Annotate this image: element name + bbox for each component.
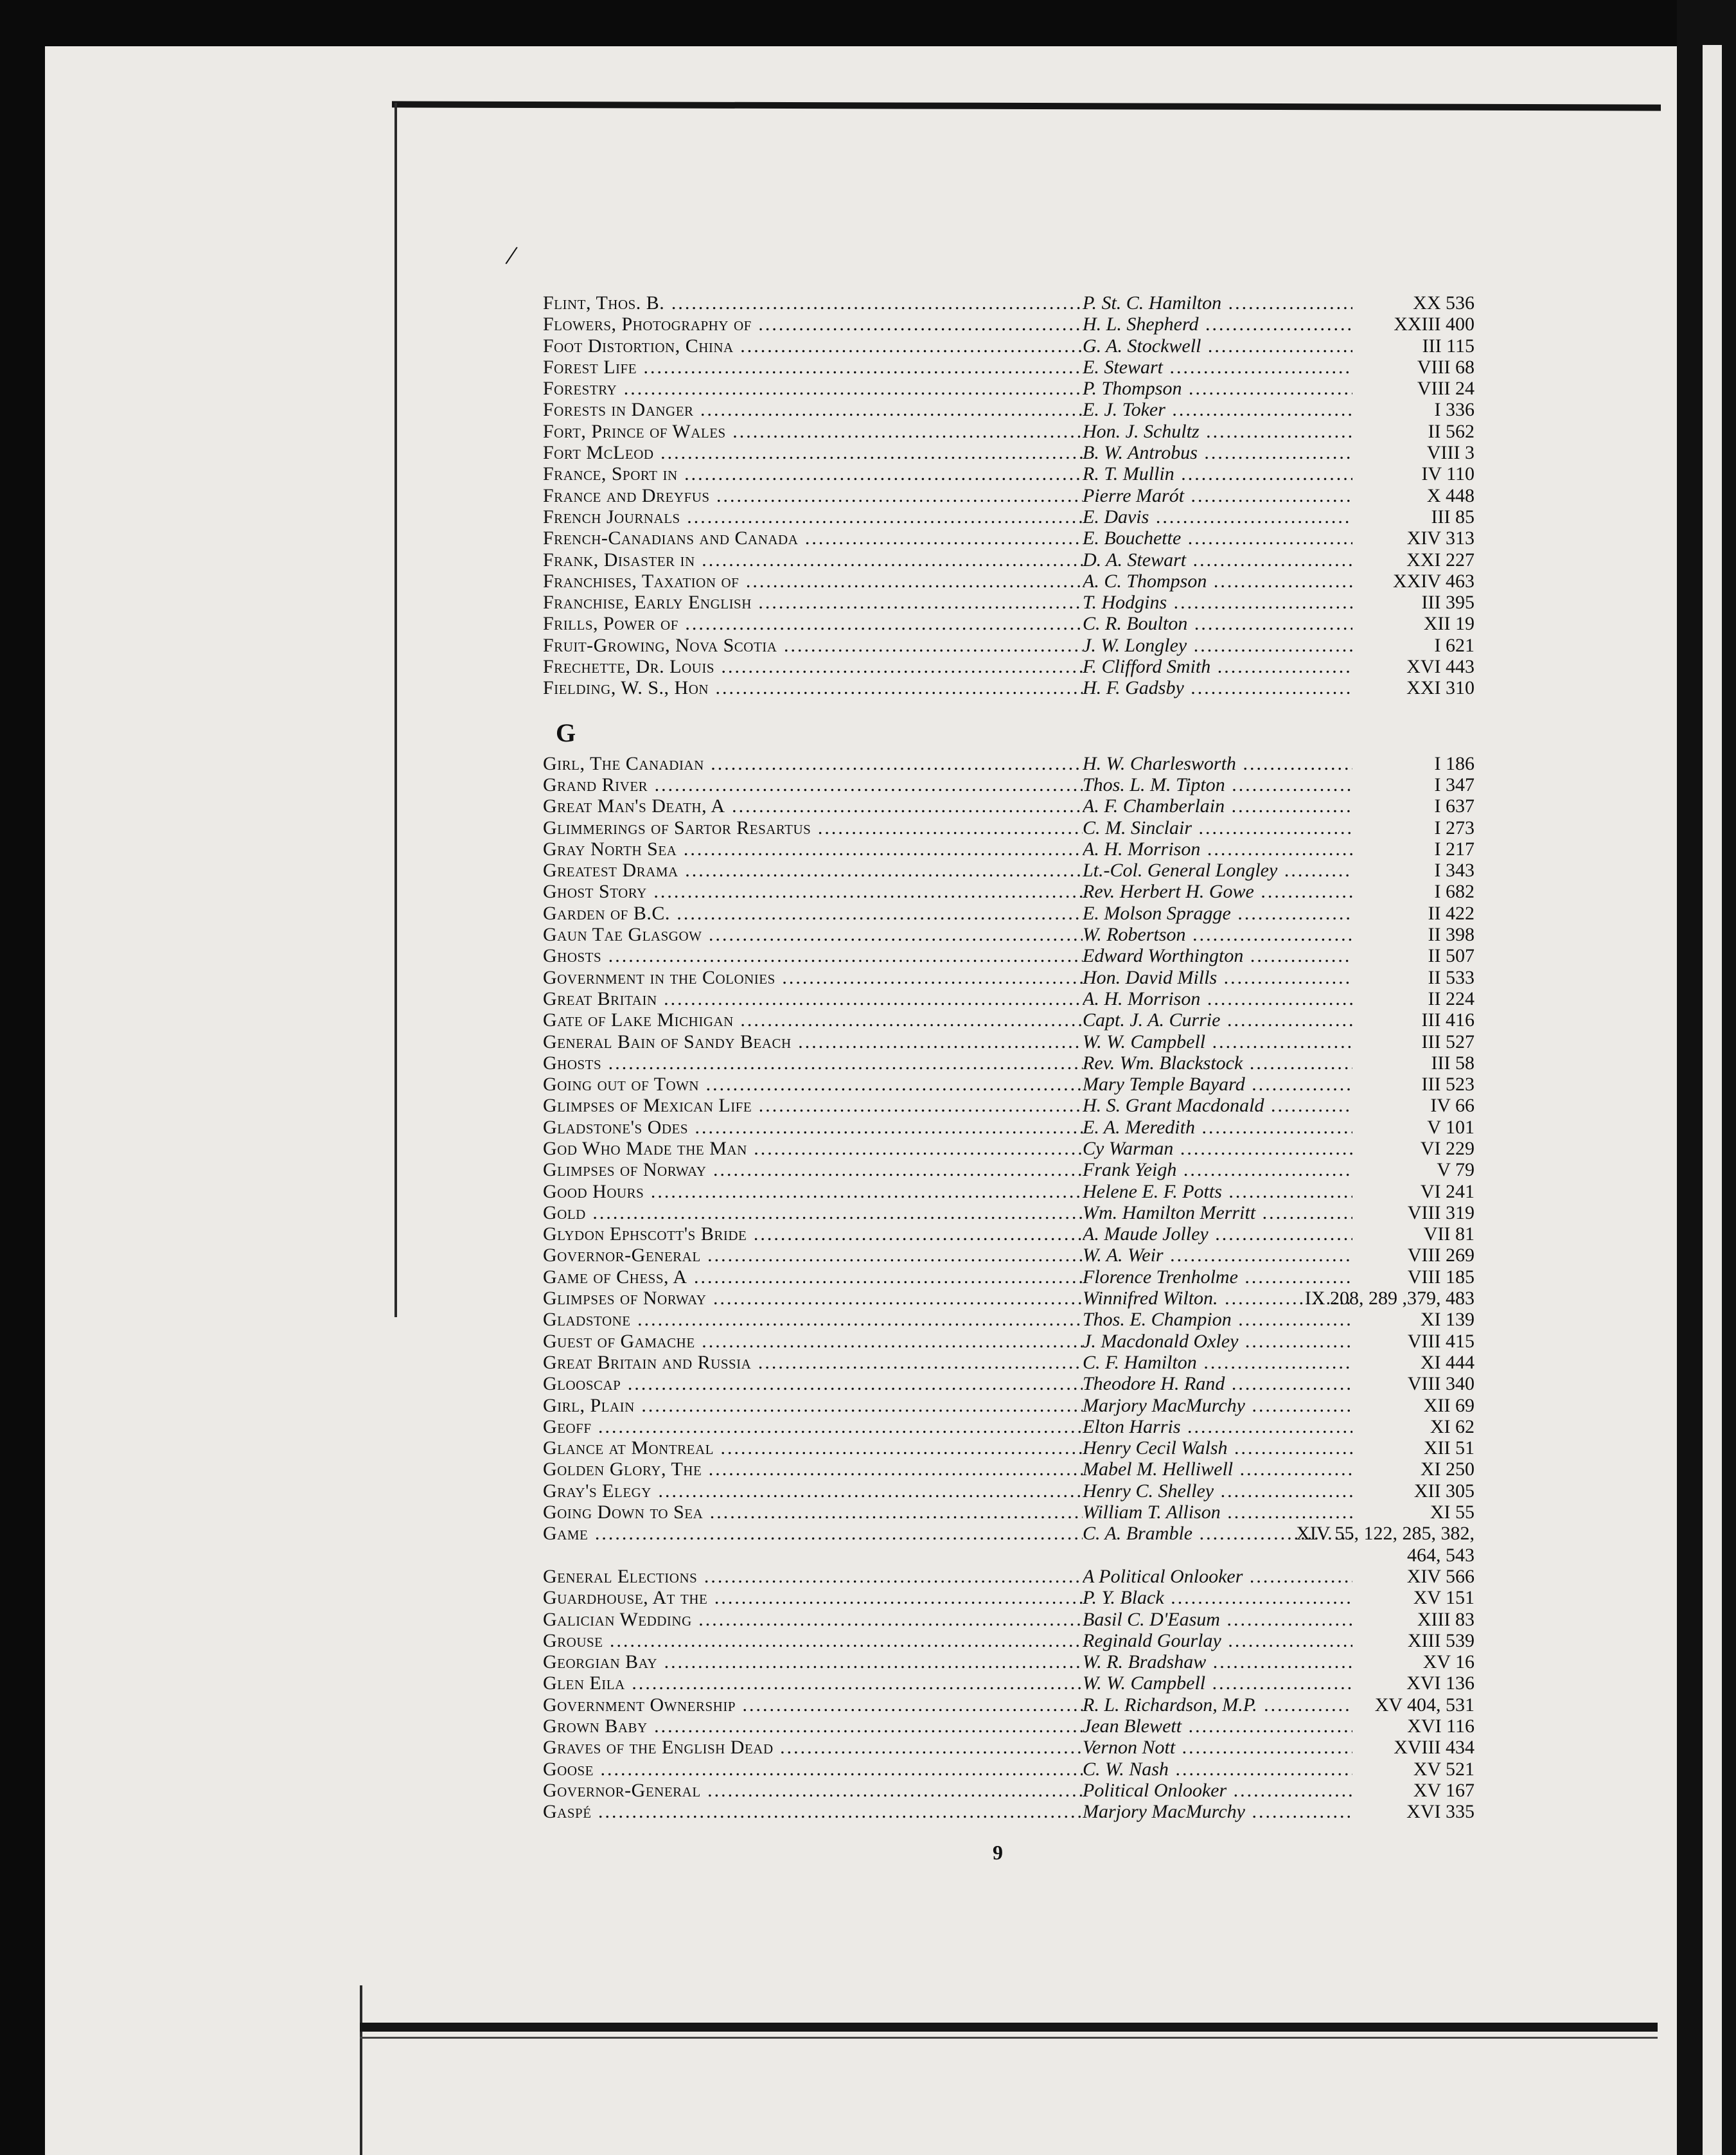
entry-volume-page: XV 151 xyxy=(1413,1587,1475,1609)
entry-volume-page: XVI 443 xyxy=(1406,656,1475,678)
index-entry xyxy=(543,292,1475,314)
index-entry xyxy=(543,817,1475,838)
index-entry xyxy=(543,1609,1475,1630)
entry-title: Game ..... xyxy=(543,1523,1083,1544)
entry-title: Gray's Elegy ..... xyxy=(543,1480,1083,1502)
entry-volume-page: XII 19 xyxy=(1423,613,1475,635)
index-entry xyxy=(543,1480,1475,1502)
index-entry xyxy=(543,1266,1475,1288)
entry-author: E. Bouchette ..... xyxy=(1083,528,1352,549)
entry-volume-page: XV 167 xyxy=(1413,1779,1475,1801)
entry-author: Wm. Hamilton Merritt ..... xyxy=(1083,1202,1352,1223)
page-number: 9 xyxy=(993,1841,1003,1864)
entry-title: Gaun Tae Glasgow ..... xyxy=(543,924,1083,945)
entry-title: Frills, Power of ..... xyxy=(543,613,1083,634)
entry-title: Forests in Danger ..... xyxy=(543,399,1083,420)
index-entry xyxy=(543,1759,1475,1780)
index-entry xyxy=(543,463,1475,484)
entry-volume-page: XXIII 400 xyxy=(1394,314,1475,335)
entry-volume-page: XIV 566 xyxy=(1406,1565,1475,1587)
entry-volume-page: IX 208, 289 ,379, 483 xyxy=(1304,1288,1475,1309)
index-entry xyxy=(543,988,1475,1009)
entry-author: Edward Worthington ..... xyxy=(1083,945,1352,966)
entry-title: Grown Baby ..... xyxy=(543,1716,1083,1737)
entry-title: Goose ..... xyxy=(543,1759,1083,1780)
entry-title: Grouse ..... xyxy=(543,1630,1083,1651)
entry-volume-page: VI 241 xyxy=(1420,1180,1475,1202)
index-entry xyxy=(543,1672,1475,1694)
entry-author: H. F. Gadsby ..... xyxy=(1083,677,1352,698)
entry-author: A. Maude Jolley ..... xyxy=(1083,1223,1352,1245)
entry-author: B. W. Antrobus ..... xyxy=(1083,442,1352,463)
entry-volume-page: XI 55 xyxy=(1430,1502,1475,1523)
entry-author: Rev. Herbert H. Gowe ..... xyxy=(1083,881,1352,902)
entry-author: T. Hodgins ..... xyxy=(1083,592,1352,613)
entry-author: G. A. Stockwell ..... xyxy=(1083,335,1352,357)
entry-volume-page: XII 69 xyxy=(1423,1394,1475,1416)
entry-title: French-Canadians and Canada ..... xyxy=(543,528,1083,549)
entry-author: E. Stewart ..... xyxy=(1083,357,1352,378)
entry-author: P. Thompson ..... xyxy=(1083,378,1352,399)
index-entry xyxy=(543,421,1475,442)
index-entry xyxy=(543,378,1475,399)
entry-volume-page: I 186 xyxy=(1434,752,1475,774)
entry-volume-page: XIV 313 xyxy=(1406,528,1475,549)
entry-author: A. F. Chamberlain ..... xyxy=(1083,795,1352,817)
adjacent-page-edge xyxy=(1677,0,1736,2155)
entry-volume-page: III 395 xyxy=(1421,592,1475,614)
entry-author: A. H. Morrison ..... xyxy=(1083,838,1352,860)
entry-author: R. T. Mullin ..... xyxy=(1083,463,1352,484)
index-entry xyxy=(543,549,1475,571)
index-entry xyxy=(543,924,1475,945)
index-entry xyxy=(543,1416,1475,1437)
entry-author: A. C. Thompson ..... xyxy=(1083,571,1352,592)
index-entry xyxy=(543,1373,1475,1394)
index-entry xyxy=(543,1737,1475,1758)
index-entry xyxy=(543,1009,1475,1031)
entry-author: H. L. Shepherd ..... xyxy=(1083,314,1352,335)
entry-title: Forestry ..... xyxy=(543,378,1083,399)
entry-volume-page: XVI 116 xyxy=(1407,1716,1475,1737)
entry-title: Game of Chess, A ..... xyxy=(543,1266,1083,1288)
entry-volume-page: I 336 xyxy=(1434,399,1475,421)
entry-volume-page: XVI 335 xyxy=(1406,1801,1475,1823)
entry-title: Glimpses of Norway ..... xyxy=(543,1288,1083,1309)
entry-author: Thos. L. M. Tipton ..... xyxy=(1083,774,1352,795)
bottom-border-rule xyxy=(360,2023,1658,2032)
entry-author: Cy Warman ..... xyxy=(1083,1138,1352,1159)
entry-author: P. Y. Black ..... xyxy=(1083,1587,1352,1608)
entry-title: General Elections ..... xyxy=(543,1566,1083,1587)
entry-volume-page: III 85 xyxy=(1431,506,1475,528)
entry-author: R. L. Richardson, M.P. ..... xyxy=(1083,1694,1352,1716)
entry-title: Great Britain and Russia ..... xyxy=(543,1352,1083,1373)
left-border-rule xyxy=(394,103,397,1317)
entry-author: E. J. Toker ..... xyxy=(1083,399,1352,420)
entry-volume-page: VIII 340 xyxy=(1407,1373,1475,1395)
entry-volume-page: III 527 xyxy=(1421,1031,1475,1052)
entry-author: H. W. Charlesworth ..... xyxy=(1083,753,1352,774)
index-entry xyxy=(543,1288,1475,1309)
entry-volume-page: XIII 539 xyxy=(1407,1629,1475,1651)
entry-volume-page: III 523 xyxy=(1421,1074,1475,1095)
index-entry xyxy=(543,506,1475,528)
index-entry xyxy=(543,1138,1475,1159)
entry-title: Gladstone's Odes ..... xyxy=(543,1117,1083,1138)
entry-volume-page: II 562 xyxy=(1428,420,1475,442)
index-entry xyxy=(543,1545,1475,1566)
entry-volume-page: VIII 68 xyxy=(1417,356,1475,378)
entry-volume-page: XXIV 463 xyxy=(1393,570,1475,592)
entry-volume-page: II 422 xyxy=(1428,902,1475,924)
entry-title: Ghosts ..... xyxy=(543,1052,1083,1074)
index-entry xyxy=(543,1309,1475,1330)
entry-author: Florence Trenholme ..... xyxy=(1083,1266,1352,1288)
index-entry xyxy=(543,1117,1475,1138)
entry-title: France and Dreyfus ..... xyxy=(543,485,1083,506)
entry-volume-page: VIII 319 xyxy=(1407,1202,1475,1223)
entry-title: God Who Made the Man ..... xyxy=(543,1138,1083,1159)
index-entry xyxy=(543,774,1475,795)
entry-author: W. W. Campbell ..... xyxy=(1083,1031,1352,1052)
entry-title: General Bain of Sandy Beach ..... xyxy=(543,1031,1083,1052)
entry-author: D. A. Stewart ..... xyxy=(1083,549,1352,571)
entry-author: C. F. Hamilton ..... xyxy=(1083,1352,1352,1373)
entry-author: Hon. David Mills ..... xyxy=(1083,967,1352,988)
index-entry xyxy=(543,1780,1475,1801)
index-entry xyxy=(543,1437,1475,1459)
entry-author: W. R. Bradshaw ..... xyxy=(1083,1651,1352,1672)
index-entry xyxy=(543,592,1475,613)
entry-volume-page: XIII 83 xyxy=(1417,1608,1475,1630)
entry-volume-page: X 448 xyxy=(1426,484,1475,506)
entry-title: Going out of Town ..... xyxy=(543,1074,1083,1095)
entry-title: Girl, Plain ..... xyxy=(543,1395,1083,1416)
entry-title: Guest of Gamache ..... xyxy=(543,1331,1083,1352)
entry-author: E. Molson Spragge ..... xyxy=(1083,903,1352,924)
entry-volume-page: IV 66 xyxy=(1430,1095,1475,1117)
entry-volume-page: I 347 xyxy=(1434,774,1475,795)
entry-title: Greatest Drama ..... xyxy=(543,860,1083,881)
entry-title: Fort, Prince of Wales ..... xyxy=(543,421,1083,442)
index-entry xyxy=(543,442,1475,463)
index-entry xyxy=(543,1502,1475,1523)
entry-author: Mabel M. Helliwell ..... xyxy=(1083,1459,1352,1480)
entry-title: Geoff ..... xyxy=(543,1416,1083,1437)
entry-author: H. S. Grant Macdonald ..... xyxy=(1083,1095,1352,1116)
entry-volume-page: I 343 xyxy=(1434,860,1475,882)
entry-author: Henry Cecil Walsh ..... xyxy=(1083,1437,1352,1459)
bottom-border-rule-thin xyxy=(360,2037,1658,2039)
index-entry xyxy=(543,635,1475,656)
entry-title: Government Ownership ..... xyxy=(543,1694,1083,1716)
entry-author: Hon. J. Schultz ..... xyxy=(1083,421,1352,442)
entry-author: C. M. Sinclair ..... xyxy=(1083,817,1352,838)
entry-author: Marjory MacMurchy ..... xyxy=(1083,1801,1352,1822)
entry-title: Glimpses of Norway ..... xyxy=(543,1159,1083,1180)
entry-title: Good Hours ..... xyxy=(543,1181,1083,1202)
entry-author: A. H. Morrison ..... xyxy=(1083,988,1352,1009)
entry-volume-page: XXI 310 xyxy=(1406,677,1475,699)
entry-author: Vernon Nott ..... xyxy=(1083,1737,1352,1758)
entry-volume-page: XVIII 434 xyxy=(1394,1737,1475,1759)
index-entry xyxy=(543,399,1475,420)
index-entry xyxy=(543,1395,1475,1416)
entry-volume-page: I 637 xyxy=(1434,795,1475,817)
entry-volume-page: II 224 xyxy=(1428,988,1475,1009)
entry-title: Fruit-Growing, Nova Scotia ..... xyxy=(543,635,1083,656)
entry-title: Girl, The Canadian ..... xyxy=(543,753,1083,774)
entry-title: Going Down to Sea ..... xyxy=(543,1502,1083,1523)
entry-volume-page: XV 404, 531 xyxy=(1374,1694,1475,1716)
index-entry xyxy=(543,838,1475,860)
entry-title: Glimmerings of Sartor Resartus ..... xyxy=(543,817,1083,838)
index-entry xyxy=(543,1566,1475,1587)
index-entry xyxy=(543,1651,1475,1672)
entry-volume-page: II 507 xyxy=(1428,945,1475,967)
entry-volume-page: VII 81 xyxy=(1423,1223,1475,1245)
entry-title: Garden of B.C. ..... xyxy=(543,903,1083,924)
index-entry xyxy=(543,1352,1475,1373)
index-entry xyxy=(543,571,1475,592)
entry-volume-page: XI 444 xyxy=(1420,1351,1475,1373)
entry-title: Great Britain ..... xyxy=(543,988,1083,1009)
index-entry xyxy=(543,860,1475,881)
entry-volume-page: XVI 136 xyxy=(1406,1672,1475,1694)
index-entry xyxy=(543,945,1475,966)
entry-author: Capt. J. A. Currie ..... xyxy=(1083,1009,1352,1031)
entry-title: Golden Glory, The ..... xyxy=(543,1459,1083,1480)
entry-title: Glimpses of Mexican Life ..... xyxy=(543,1095,1083,1116)
entry-author: Jean Blewett ..... xyxy=(1083,1716,1352,1737)
entry-author: J. Macdonald Oxley ..... xyxy=(1083,1331,1352,1352)
entry-author: F. Clifford Smith ..... xyxy=(1083,656,1352,677)
index-entry xyxy=(543,677,1475,698)
entry-author: Pierre Marót ..... xyxy=(1083,485,1352,506)
entry-volume-page: XXI 227 xyxy=(1406,549,1475,571)
index-listing xyxy=(543,292,1475,1822)
entry-title: Glydon Ephscott's Bride ..... xyxy=(543,1223,1083,1245)
section-f-entries xyxy=(543,292,1475,699)
index-entry xyxy=(543,1159,1475,1180)
section-g-heading: G xyxy=(556,718,576,747)
entry-author: Political Onlooker ..... xyxy=(1083,1780,1352,1801)
section-g-entries xyxy=(543,753,1475,1823)
entry-author: Frank Yeigh ..... xyxy=(1083,1159,1352,1180)
entry-volume-page: II 398 xyxy=(1428,924,1475,946)
entry-volume-page: XII 305 xyxy=(1413,1480,1475,1502)
index-entry xyxy=(543,753,1475,774)
entry-volume-page: VIII 415 xyxy=(1407,1330,1475,1352)
entry-title: Flint, Thos. B. ..... xyxy=(543,292,1083,314)
entry-title: Government in the Colonies ..... xyxy=(543,967,1083,988)
entry-volume-page: XI 62 xyxy=(1430,1415,1475,1437)
index-entry xyxy=(543,1801,1475,1822)
entry-volume-page: VIII 269 xyxy=(1407,1245,1475,1266)
entry-volume-page: 464, 543 xyxy=(1407,1544,1475,1566)
entry-title: Ghosts ..... xyxy=(543,945,1083,966)
entry-title: French Journals ..... xyxy=(543,506,1083,528)
entry-title: Flowers, Photography of ..... xyxy=(543,314,1083,335)
entry-title: Galician Wedding ..... xyxy=(543,1609,1083,1630)
index-entry xyxy=(543,1459,1475,1480)
entry-author: Mary Temple Bayard ..... xyxy=(1083,1074,1352,1095)
entry-author: Winnifred Wilton. ..... xyxy=(1083,1288,1352,1309)
entry-volume-page: I 621 xyxy=(1434,634,1475,656)
entry-author: Rev. Wm. Blackstock ..... xyxy=(1083,1052,1352,1074)
entry-author: W. A. Weir ..... xyxy=(1083,1245,1352,1266)
entry-author: Helene E. F. Potts ..... xyxy=(1083,1181,1352,1202)
entry-volume-page: VI 229 xyxy=(1420,1137,1475,1159)
entry-title: Governor-General ..... xyxy=(543,1245,1083,1266)
entry-author: Thos. E. Champion ..... xyxy=(1083,1309,1352,1330)
entry-volume-page: XV 521 xyxy=(1413,1758,1475,1780)
entry-volume-page: I 682 xyxy=(1434,881,1475,903)
index-entry xyxy=(543,1031,1475,1052)
entry-title: Glen Eila ..... xyxy=(543,1672,1083,1694)
entry-volume-page: VIII 185 xyxy=(1407,1266,1475,1288)
index-entry xyxy=(543,1523,1475,1544)
entry-title: Great Man's Death, A ..... xyxy=(543,795,1083,817)
entry-volume-page: V 79 xyxy=(1437,1159,1475,1181)
index-entry xyxy=(543,881,1475,902)
entry-title: Guardhouse, At the ..... xyxy=(543,1587,1083,1608)
entry-title: Georgian Bay ..... xyxy=(543,1651,1083,1672)
index-entry xyxy=(543,1331,1475,1352)
entry-author: E. A. Meredith ..... xyxy=(1083,1117,1352,1138)
entry-volume-page: VIII 3 xyxy=(1426,442,1475,464)
index-entry xyxy=(543,357,1475,378)
entry-volume-page: VIII 24 xyxy=(1417,378,1475,400)
index-entry xyxy=(543,1694,1475,1716)
entry-title: Gladstone ..... xyxy=(543,1309,1083,1330)
entry-volume-page: XIV 55, 122, 285, 382, xyxy=(1296,1523,1475,1545)
entry-author: Marjory MacMurchy ..... xyxy=(1083,1395,1352,1416)
entry-volume-page: XI 139 xyxy=(1420,1309,1475,1331)
index-entry xyxy=(543,1181,1475,1202)
entry-title: Franchise, Early English ..... xyxy=(543,592,1083,613)
entry-author: Reginald Gourlay ..... xyxy=(1083,1630,1352,1651)
entry-volume-page: XI 250 xyxy=(1420,1459,1475,1480)
index-entry xyxy=(543,528,1475,549)
entry-author: A Political Onlooker ..... xyxy=(1083,1566,1352,1587)
index-entry xyxy=(543,314,1475,335)
entry-author: Theodore H. Rand ..... xyxy=(1083,1373,1352,1394)
entry-author: William T. Allison ..... xyxy=(1083,1502,1352,1523)
entry-author: Basil C. D'Easum ..... xyxy=(1083,1609,1352,1630)
entry-author: C. R. Boulton ..... xyxy=(1083,613,1352,634)
entry-title: Franchises, Taxation of ..... xyxy=(543,571,1083,592)
entry-author: W. Robertson ..... xyxy=(1083,924,1352,945)
entry-title: Frank, Disaster in ..... xyxy=(543,549,1083,571)
entry-title: Foot Distortion, China ..... xyxy=(543,335,1083,357)
entry-volume-page: XV 16 xyxy=(1422,1651,1475,1673)
entry-title: Fort McLeod ..... xyxy=(543,442,1083,463)
entry-volume-page: V 101 xyxy=(1427,1116,1475,1138)
entry-author: Elton Harris ..... xyxy=(1083,1416,1352,1437)
index-entry xyxy=(543,1223,1475,1245)
left-border-rule-bottom xyxy=(360,1985,362,2155)
entry-volume-page: III 416 xyxy=(1421,1009,1475,1031)
entry-author: W. W. Campbell ..... xyxy=(1083,1672,1352,1694)
entry-author: P. St. C. Hamilton ..... xyxy=(1083,292,1352,314)
entry-volume-page: IV 110 xyxy=(1421,463,1475,485)
entry-title: Gaspé ..... xyxy=(543,1801,1083,1822)
index-entry xyxy=(543,1202,1475,1223)
entry-author: C. A. Bramble ..... xyxy=(1083,1523,1352,1544)
index-entry xyxy=(543,485,1475,506)
index-entry xyxy=(543,1245,1475,1266)
index-entry xyxy=(543,1074,1475,1095)
index-entry xyxy=(543,335,1475,357)
index-entry xyxy=(543,1630,1475,1651)
pencil-mark: / xyxy=(503,239,520,272)
entry-title: Grand River ..... xyxy=(543,774,1083,795)
entry-title: Fielding, W. S., Hon ..... xyxy=(543,677,1083,698)
entry-volume-page: XX 536 xyxy=(1413,292,1475,314)
index-entry xyxy=(543,903,1475,924)
index-entry xyxy=(543,1095,1475,1116)
entry-title: Ghost Story ..... xyxy=(543,881,1083,902)
index-entry xyxy=(543,795,1475,817)
entry-volume-page: III 115 xyxy=(1422,335,1475,357)
entry-author: Henry C. Shelley ..... xyxy=(1083,1480,1352,1502)
entry-title: Graves of the English Dead ..... xyxy=(543,1737,1083,1758)
entry-volume-page: XII 51 xyxy=(1423,1437,1475,1459)
adjacent-page-paper xyxy=(1703,45,1722,2155)
entry-volume-page: III 58 xyxy=(1431,1052,1475,1074)
entry-title: Frechette, Dr. Louis ..... xyxy=(543,656,1083,677)
entry-title: Glance at Montreal ..... xyxy=(543,1437,1083,1459)
entry-title: Gray North Sea ..... xyxy=(543,838,1083,860)
entry-author: J. W. Longley ..... xyxy=(1083,635,1352,656)
entry-volume-page: I 273 xyxy=(1434,817,1475,838)
entry-title: Glooscap ..... xyxy=(543,1373,1083,1394)
index-entry xyxy=(543,1052,1475,1074)
index-entry xyxy=(543,967,1475,988)
entry-author: Lt.-Col. General Longley ..... xyxy=(1083,860,1352,881)
entry-volume-page: I 217 xyxy=(1434,838,1475,860)
entry-title: Gate of Lake Michigan ..... xyxy=(543,1009,1083,1031)
entry-author: C. W. Nash ..... xyxy=(1083,1759,1352,1780)
entry-title: France, Sport in ..... xyxy=(543,463,1083,484)
entry-title: Forest Life ..... xyxy=(543,357,1083,378)
entry-title: Governor-General ..... xyxy=(543,1780,1083,1801)
index-entry xyxy=(543,613,1475,634)
index-entry xyxy=(543,1587,1475,1608)
entry-author: E. Davis ..... xyxy=(1083,506,1352,528)
index-entry xyxy=(543,1716,1475,1737)
entry-volume-page: II 533 xyxy=(1428,966,1475,988)
index-entry xyxy=(543,656,1475,677)
entry-title: Gold ..... xyxy=(543,1202,1083,1223)
